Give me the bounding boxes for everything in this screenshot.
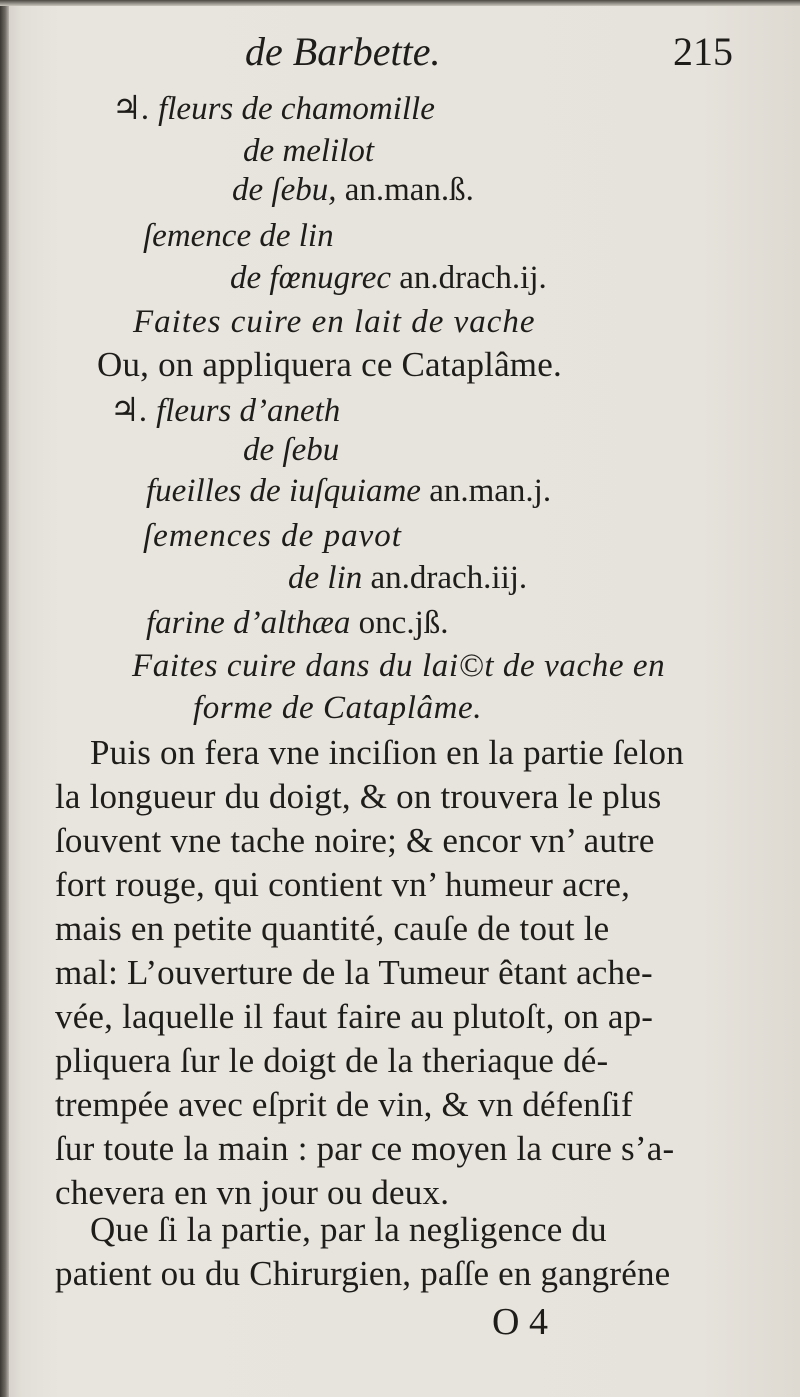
page-number: 215 [673, 29, 733, 74]
recipe2-line-3: fueilles de iuſquiame an.man.j. [146, 473, 552, 509]
paragraph1-line-5: mais en petite quantité, cauſe de tout le [55, 909, 610, 948]
paragraph1-line-4: fort rouge, qui contient vn’ humeur acre, [55, 865, 631, 904]
paragraph2-line-2: patient ou du Chirurgien, paſſe en gangréne [55, 1254, 671, 1293]
recipe2-line-4: ſemences de pavot [143, 518, 402, 554]
transition-line: Ou, on appliquera ce Cataplâme. [97, 345, 562, 384]
recipe1-line-2: de melilot [243, 133, 375, 169]
paragraph1-line-3: ſouvent vne tache noire; & encor vn’ autre [55, 821, 655, 860]
paragraph1-line-9: trempée avec eſprit de vin, & vn défenſif [55, 1085, 633, 1124]
book-spine-shadow [0, 0, 9, 1397]
recipe2-line-7: Faites cuire dans du lai©t de vache en [132, 648, 666, 684]
recipe2-line-5: de lin an.drach.iij. [288, 560, 528, 596]
paragraph1-line-10: ſur toute la main : par ce moyen la cure s’a- [55, 1129, 675, 1168]
recipe2-line-6: farine d’althæa onc.jß. [146, 605, 449, 641]
recipe2-line-8: forme de Cataplâme. [193, 690, 483, 726]
paragraph1-line-2: la longueur du doigt, & on trouvera le plus [55, 777, 662, 816]
running-head: de Barbette. [245, 29, 441, 74]
page-top-edge [0, 0, 800, 6]
paragraph2-line-1: Que ſi la partie, par la negligence du [90, 1210, 607, 1249]
recipe2-line-1: ♃. fleurs d’aneth [110, 393, 341, 429]
recipe2-line-2: de ſebu [243, 432, 340, 468]
recipe1-line-3: de ſebu, an.man.ß. [232, 172, 474, 208]
recipe1-line-5: de fœnugrec an.drach.ij. [230, 260, 547, 296]
paragraph1-line-11: chevera en vn jour ou deux. [55, 1173, 450, 1212]
paragraph1-line-1: Puis on fera vne inciſion en la partie ſelon [90, 733, 684, 772]
paragraph1-line-7: vée, laquelle il faut faire au plutoſt, on ap- [55, 997, 654, 1036]
paragraph1-line-6: mal: L’ouverture de la Tumeur êtant ache- [55, 953, 653, 992]
signature-mark: O 4 [492, 1301, 548, 1343]
recipe1-line-1: ♃. fleurs de chamomille [112, 91, 435, 127]
paragraph1-line-8: pliquera ſur le doigt de la theriaque dé- [55, 1041, 609, 1080]
recipe1-line-6: Faites cuire en lait de vache [133, 304, 536, 340]
recipe1-line-4: ſemence de lin [143, 218, 334, 254]
